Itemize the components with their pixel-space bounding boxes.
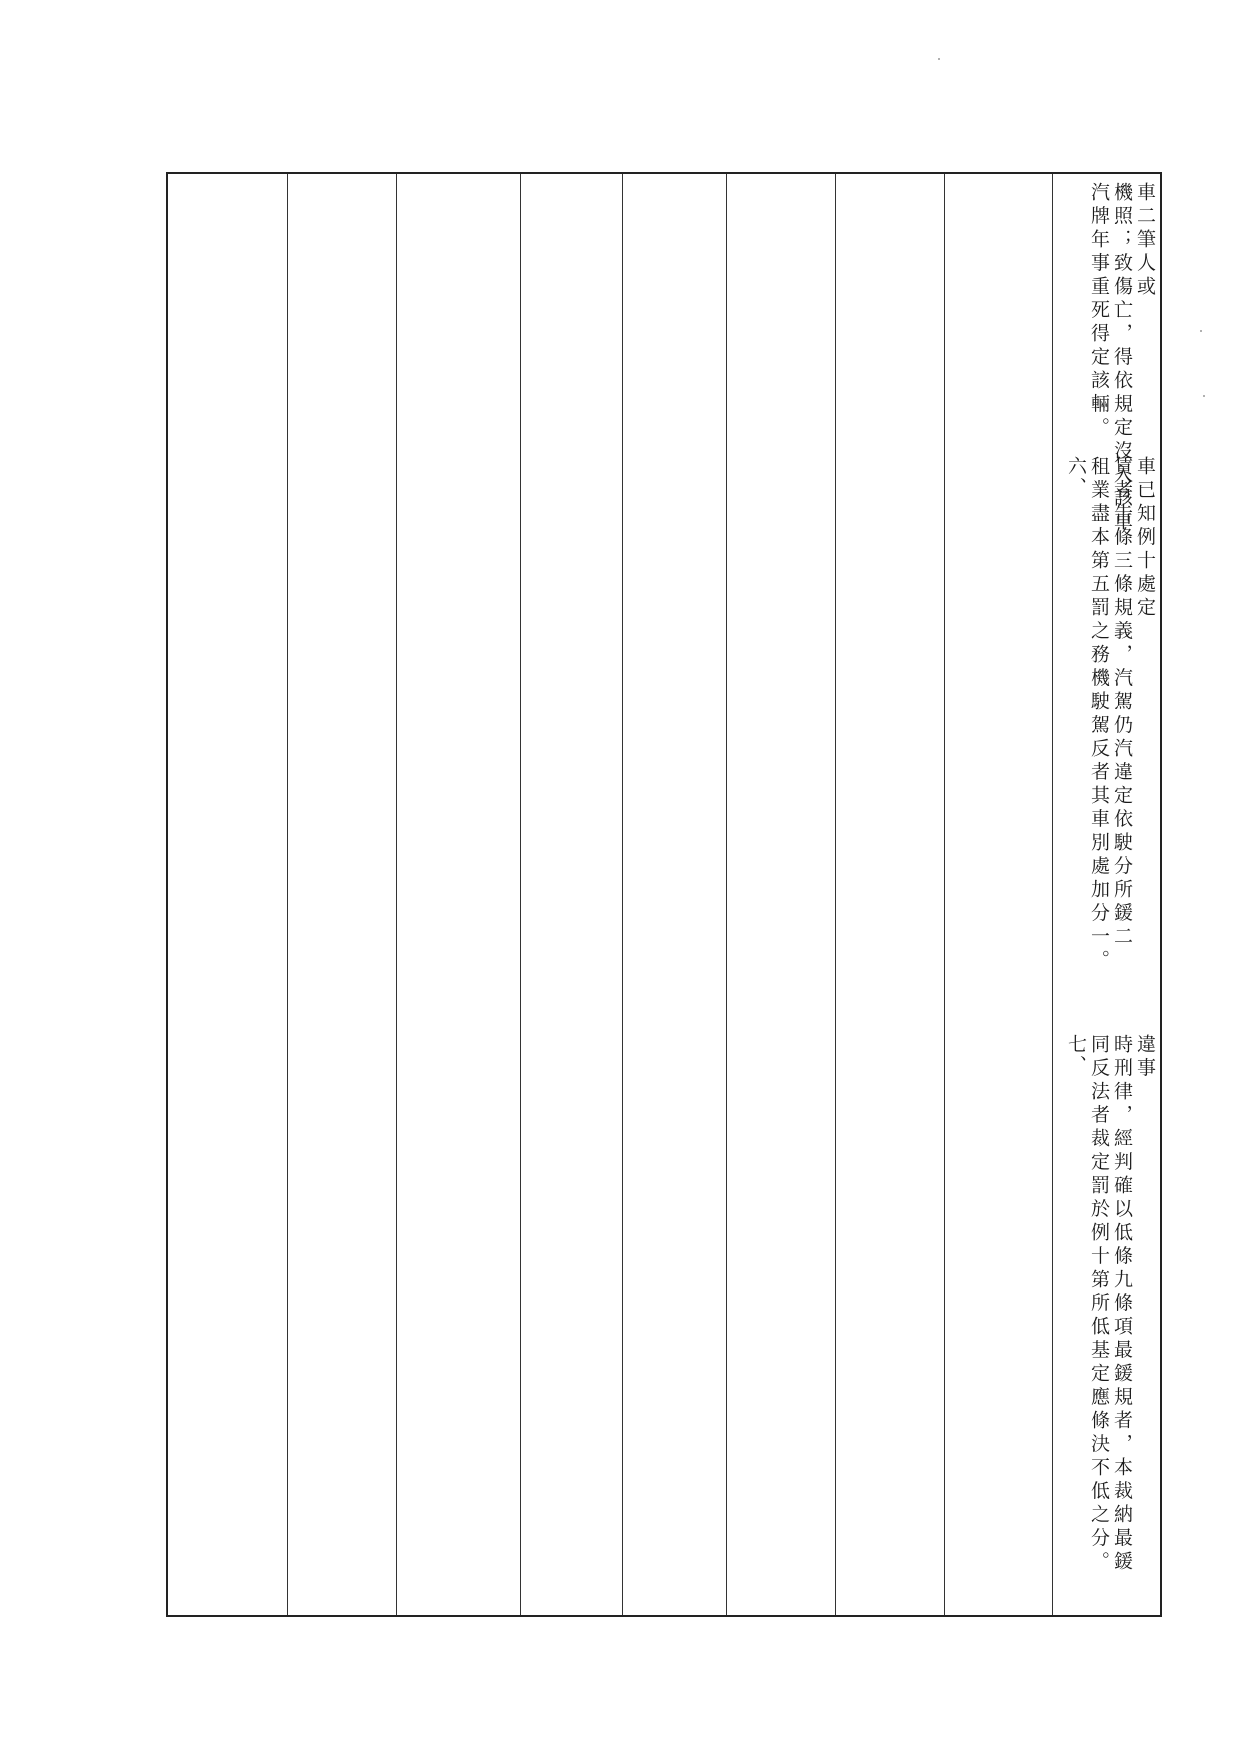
provision-line: 機照；致傷亡，得依規定沒入該車 <box>1111 182 1133 535</box>
provision-number: 七、 <box>1065 1034 1087 1076</box>
provision-item-6 <box>1064 456 1156 973</box>
provision-line: 租業盡本第五罰之務機駛駕反者其車別處加分一。 <box>1088 456 1110 973</box>
provision-body <box>1087 1034 1156 1575</box>
table-column-3 <box>397 174 521 1615</box>
table-column-1 <box>168 174 288 1615</box>
provision-line: 車二筆人或 <box>1134 182 1156 300</box>
provision-line: 同反法者裁定罰於例十第所低基定應條決不低之分。 <box>1088 1034 1110 1575</box>
provision-line: 時刑律，經判確以低條九條項最鍰規者，本裁納最鍰 <box>1111 1034 1133 1575</box>
provision-line: 汽牌年事重死得定該輛。 <box>1088 182 1110 441</box>
regulation-table <box>166 172 1162 1617</box>
provision-item-7 <box>1064 1034 1156 1575</box>
provision-body <box>1087 456 1156 973</box>
provision-line: 車已知例十處定 <box>1134 456 1156 621</box>
table-column-6 <box>727 174 837 1615</box>
table-column-7 <box>836 174 945 1615</box>
table-column-9-provisions <box>1053 174 1160 1615</box>
table-column-8 <box>945 174 1054 1615</box>
table-column-2 <box>288 174 398 1615</box>
table-column-4 <box>521 174 624 1615</box>
provision-number: 六、 <box>1065 456 1087 498</box>
scan-speck <box>1200 330 1202 332</box>
table-column-5 <box>623 174 727 1615</box>
scan-speck <box>1203 395 1205 397</box>
provision-line: 違事 <box>1134 1034 1156 1081</box>
scan-speck <box>938 58 940 60</box>
provision-line: 賃者告條三條規義，汽駕仍汽違定依駛分所鍰二 <box>1111 456 1133 950</box>
